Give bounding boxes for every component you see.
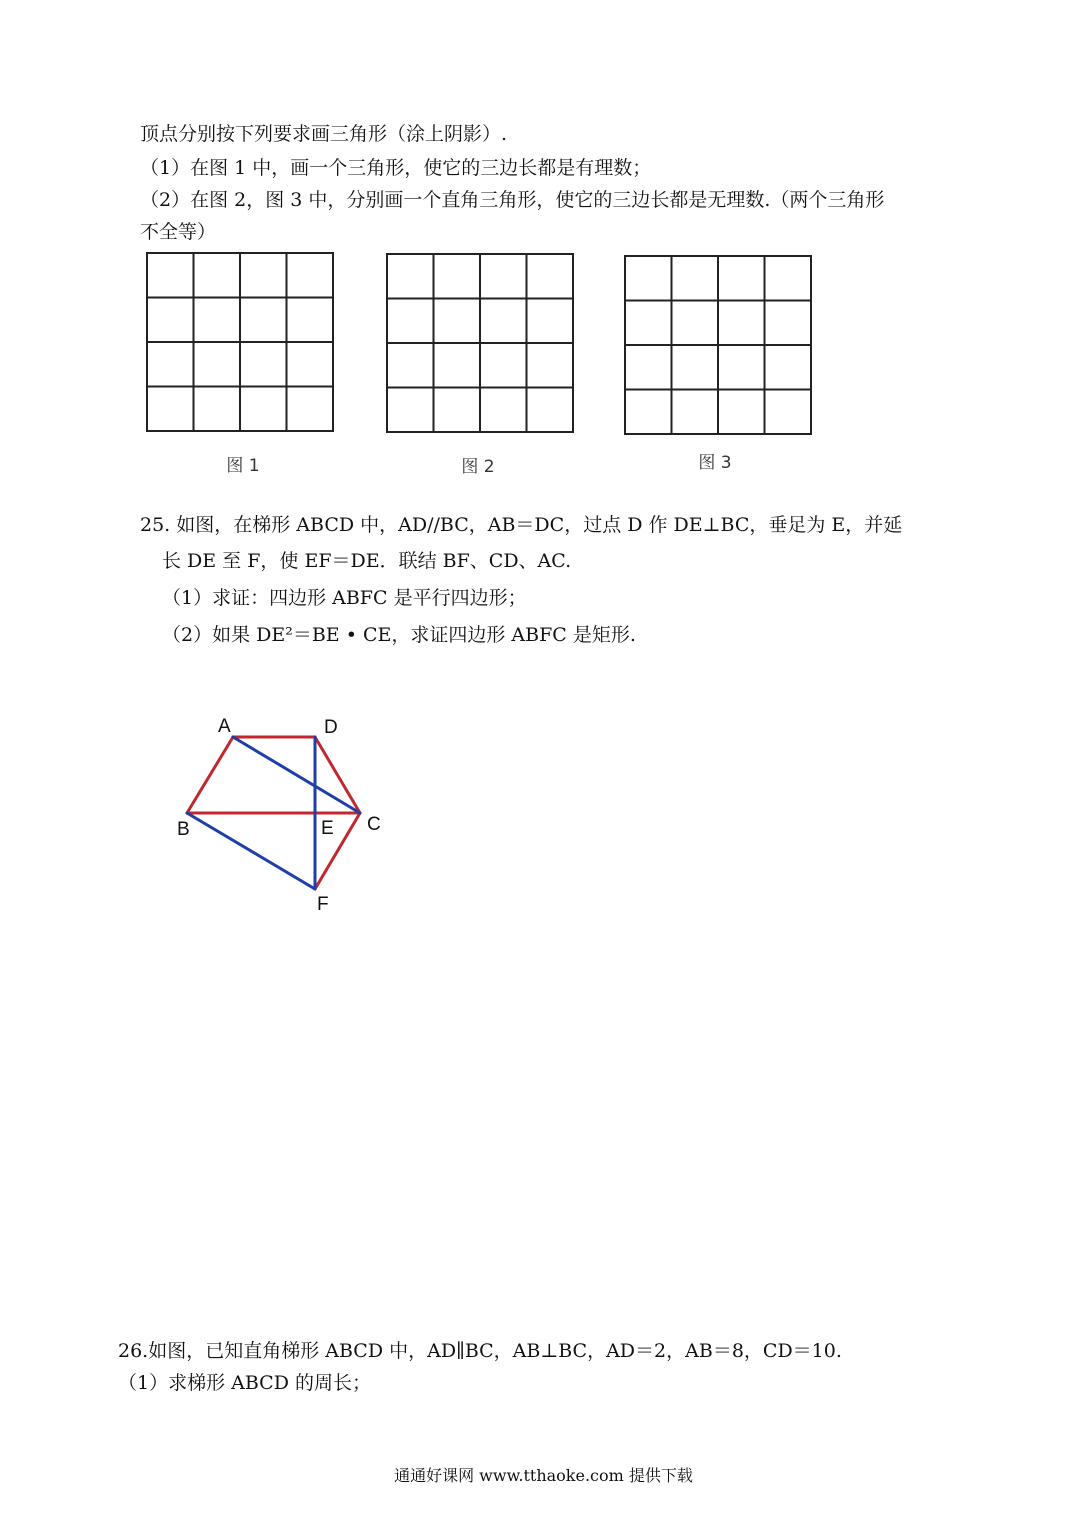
segment-BF (187, 813, 315, 889)
grid-figure-3 (623, 254, 813, 436)
segment-AB (187, 737, 233, 813)
q25-line-2: 长 DE 至 F，使 EF＝DE．联结 BF、CD、AC. (162, 550, 572, 572)
point-label-F: F (317, 894, 329, 915)
q24-line-1: 顶点分别按下列要求画三角形（涂上阴影）. (140, 123, 508, 145)
point-label-B: B (177, 819, 190, 840)
figure-1-caption: 图 1 (226, 456, 260, 476)
point-label-E: E (321, 818, 334, 839)
q24-line-3: （2）在图 2，图 3 中，分别画一个直角三角形，使它的三边长都是无理数.（两个三角形 (140, 189, 885, 211)
point-label-A: A (218, 716, 231, 737)
trapezoid-figure (160, 705, 400, 920)
q24-line-4: 不全等） (140, 221, 217, 243)
q25-line-4: （2）如果 DE²＝BE • CE，求证四边形 ABFC 是矩形. (162, 624, 636, 646)
point-label-D: D (324, 717, 338, 738)
figure-3-caption: 图 3 (698, 453, 732, 473)
grid-figure-1 (145, 251, 335, 433)
grid-figure-2 (385, 252, 575, 434)
q25-line-3: （1）求证：四边形 ABFC 是平行四边形； (162, 587, 527, 609)
segment-AC (233, 737, 360, 813)
q25-line-1: 25. 如图，在梯形 ABCD 中，AD//BC，AB＝DC，过点 D 作 DE⊥BC，垂足为 E，并延 (140, 514, 903, 536)
figure-2-caption: 图 2 (461, 457, 495, 477)
q26-line-1: 26.如图，已知直角梯形 ABCD 中，AD∥BC，AB⊥BC，AD＝2，AB＝8，CD＝10. (118, 1340, 842, 1362)
segment-DC (315, 737, 360, 813)
point-label-C: C (367, 814, 381, 835)
page-footer: 通通好课网 www.tthaoke.com 提供下载 (394, 1466, 693, 1485)
q24-line-2: （1）在图 1 中，画一个三角形，使它的三边长都是有理数； (140, 157, 652, 179)
q26-line-2: （1）求梯形 ABCD 的周长； (118, 1372, 371, 1394)
